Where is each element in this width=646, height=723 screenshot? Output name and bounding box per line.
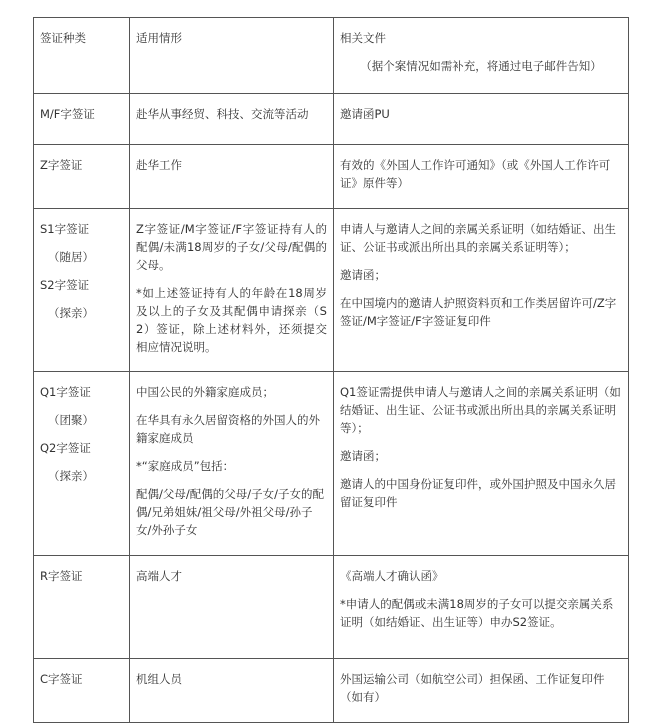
- visa-subtype-label: （探亲）: [48, 469, 94, 483]
- documents-text: 邀请函；: [340, 268, 386, 282]
- situation-text: 配偶/父母/配偶的父母/子女/子女的配偶/兄弟姐妹/祖父母/外祖父母/孙子女/外孙子女: [136, 487, 324, 537]
- table-row-q: [34, 372, 629, 556]
- cell-visa-type: [34, 94, 130, 145]
- documents-text: 邀请函PU: [340, 107, 390, 121]
- visa-subtype-label: （随居）: [48, 250, 94, 264]
- cell-visa-type: [34, 209, 130, 372]
- visa-type-label: S2字签证: [40, 278, 90, 292]
- cell-situation: [130, 659, 334, 723]
- header-visa-type: [34, 18, 130, 94]
- table-row-s: [34, 209, 629, 372]
- cell-visa-type: [34, 556, 130, 659]
- table-row-r: [34, 556, 629, 659]
- cell-situation: [130, 94, 334, 145]
- documents-text: 有效的《外国人工作许可通知》（或《外国人工作许可证》原件等）: [340, 158, 611, 190]
- cell-documents: [334, 372, 629, 556]
- cell-situation: [130, 209, 334, 372]
- table-header-row: [34, 18, 629, 94]
- header-documents-note: （据个案情况如需补充，将通过电子邮件告知）: [360, 59, 602, 73]
- documents-text: Q1签证需提供申请人与邀请人之间的亲属关系证明（如结婚证、出生证、公证书或派出所出具的亲属关系证明等）；: [340, 385, 621, 435]
- cell-documents: [334, 556, 629, 659]
- cell-visa-type: [34, 372, 130, 556]
- header-documents: [334, 18, 629, 94]
- cell-situation: [130, 145, 334, 209]
- cell-documents: [334, 145, 629, 209]
- documents-text: 在中国境内的邀请人护照资料页和工作类居留许可/Z字签证/M字签证/F字签证复印件: [340, 296, 617, 328]
- documents-text: 外国运输公司（如航空公司）担保函、工作证复印件（如有）: [340, 672, 605, 704]
- cell-visa-type: [34, 145, 130, 209]
- table-row-z: [34, 145, 629, 209]
- cell-visa-type: [34, 659, 130, 723]
- documents-note: *申请人的配偶或未满18周岁的子女可以提交亲属关系证明（如结婚证、出生证等）申办S2签证。: [340, 597, 614, 629]
- visa-type-label: S1字签证: [40, 222, 90, 236]
- header-visa-type-label: 签证种类: [40, 31, 86, 45]
- situation-text: 高端人才: [136, 569, 182, 583]
- documents-text: 邀请人的中国身份证复印件，或外国护照及中国永久居留证复印件: [340, 477, 616, 509]
- documents-text: 邀请函；: [340, 449, 386, 463]
- table-row-c: [34, 659, 629, 723]
- visa-type-label: Q2字签证: [40, 441, 91, 455]
- situation-text: 在华具有永久居留资格的外国人的外籍家庭成员: [136, 413, 320, 445]
- cell-situation: [130, 556, 334, 659]
- situation-note: *“家庭成员”包括：: [136, 459, 235, 473]
- documents-text: 《高端人才确认函》: [340, 569, 444, 583]
- visa-type-label: M/F字签证: [40, 107, 95, 121]
- situation-note: *如上述签证持有人的年龄在18周岁及以上的子女及其配偶申请探亲（S2）签证，除上述材料外，还须提交相应情况说明。: [136, 286, 327, 354]
- table-row-mf: [34, 94, 629, 145]
- cell-documents: [334, 94, 629, 145]
- visa-subtype-label: （团聚）: [48, 413, 94, 427]
- situation-text: 机组人员: [136, 672, 182, 686]
- visa-subtype-label: （探亲）: [48, 306, 94, 320]
- visa-requirements-table: [33, 17, 629, 723]
- visa-type-label: Q1字签证: [40, 385, 91, 399]
- header-situation-label: 适用情形: [136, 31, 182, 45]
- visa-type-label: Z字签证: [40, 158, 83, 172]
- visa-type-label: C字签证: [40, 672, 83, 686]
- documents-text: 申请人与邀请人之间的亲属关系证明（如结婚证、出生证、公证书或派出所出具的亲属关系证明等）；: [340, 222, 616, 254]
- cell-documents: [334, 209, 629, 372]
- visa-type-label: R字签证: [40, 569, 83, 583]
- situation-text: 中国公民的外籍家庭成员；: [136, 385, 274, 399]
- situation-text: Z字签证/M字签证/F字签证持有人的配偶/未满18周岁的子女/父母/配偶的父母。: [136, 222, 327, 272]
- cell-documents: [334, 659, 629, 723]
- situation-text: 赴华工作: [136, 158, 182, 172]
- header-documents-label: 相关文件: [340, 31, 386, 45]
- situation-text: 赴华从事经贸、科技、交流等活动: [136, 107, 309, 121]
- header-situation: [130, 18, 334, 94]
- cell-situation: [130, 372, 334, 556]
